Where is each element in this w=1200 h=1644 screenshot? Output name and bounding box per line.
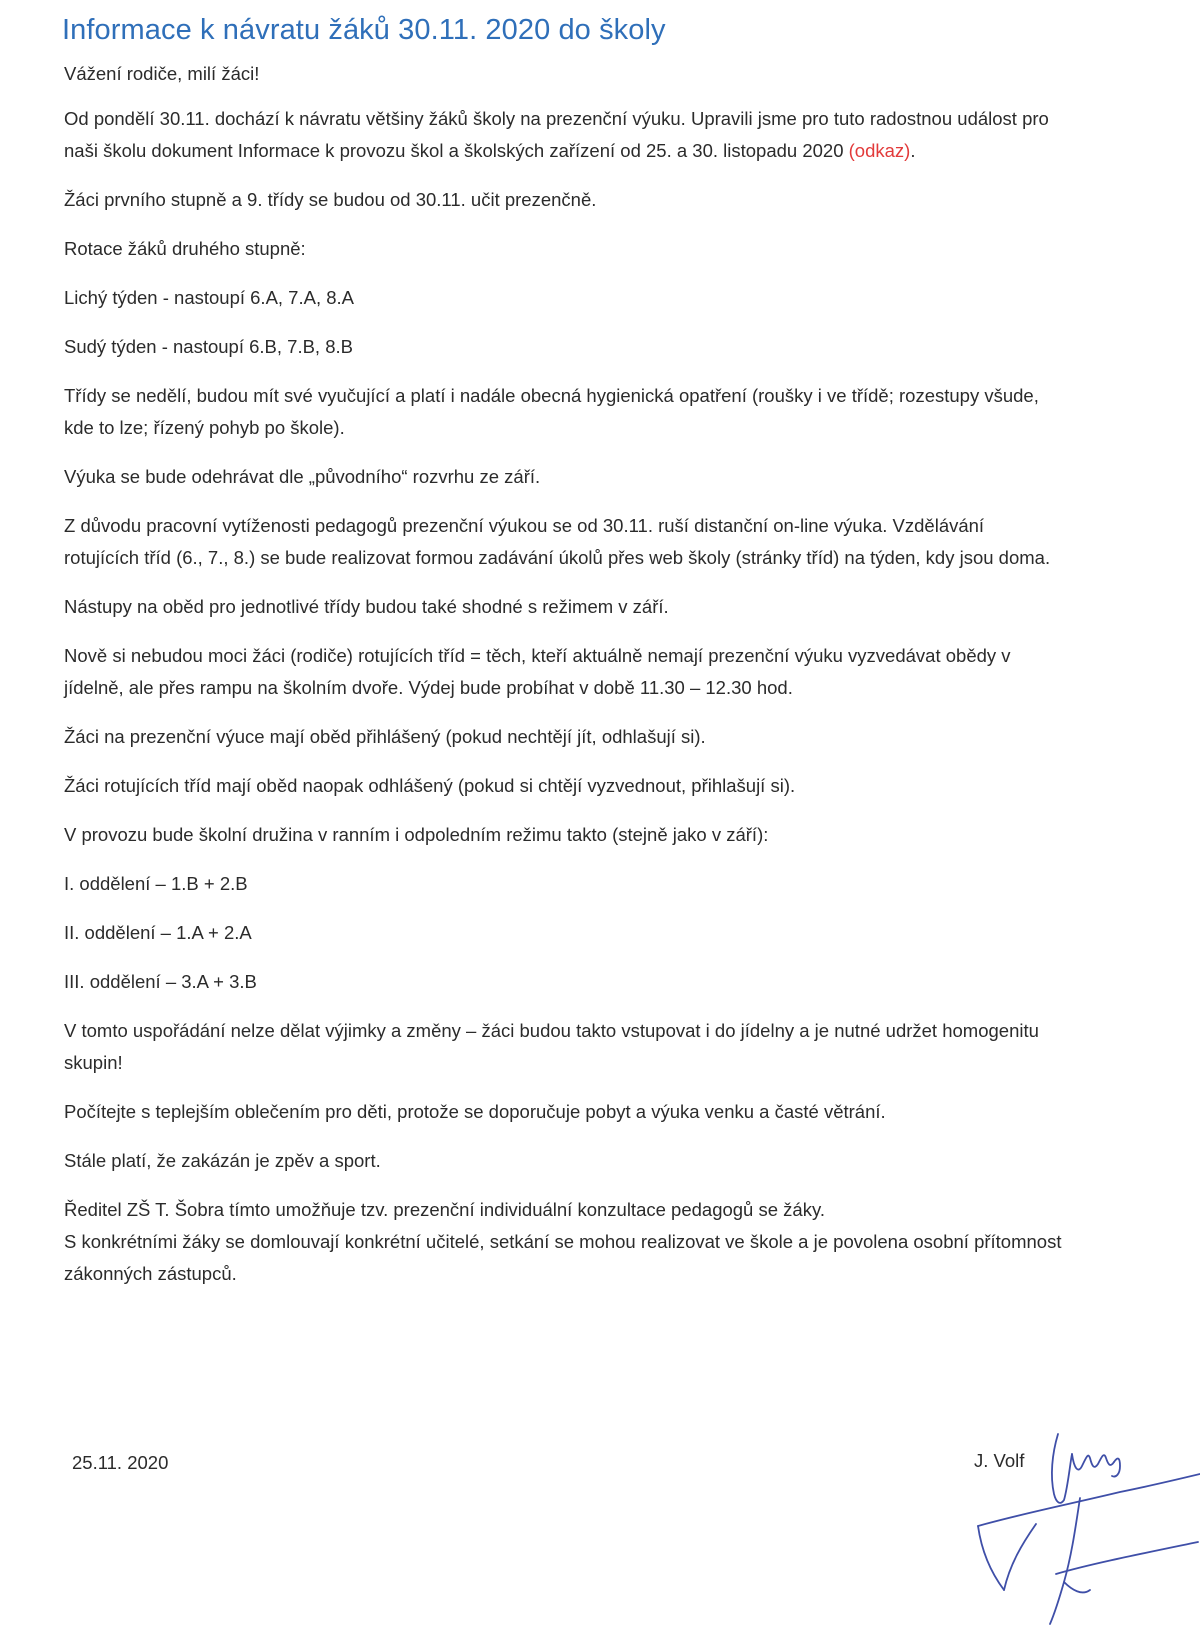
- paragraph-lunch-registered: Žáci na prezenční výuce mají oběd přihlášený (pokud nechtějí jít, odhlašují si).: [64, 726, 706, 747]
- greeting: Vážení rodiče, milí žáci!: [64, 63, 260, 84]
- document-title: Informace k návratu žáků 30.11. 2020 do školy: [62, 14, 666, 46]
- paragraph-department-2: II. oddělení – 1.A + 2.A: [64, 922, 252, 943]
- document-link[interactable]: (odkaz): [848, 140, 911, 161]
- paragraph-even-week: Sudý týden - nastoupí 6.B, 7.B, 8.B: [64, 336, 353, 357]
- document-date: 25.11. 2020: [72, 1452, 169, 1473]
- handwritten-signature: [960, 1414, 1200, 1634]
- paragraph-lunch-unregistered: Žáci rotujících tříd mají oběd naopak odhlášený (pokud si chtějí vyzvednout, přihlašují si).: [64, 775, 796, 796]
- paragraph-department-1: I. oddělení – 1.B + 2.B: [64, 873, 248, 894]
- paragraph-odd-week: Lichý týden - nastoupí 6.A, 7.A, 8.A: [64, 287, 355, 308]
- paragraph-after-school: V provozu bude školní družina v ranním i odpoledním režimu takto (stejně jako v září):: [64, 824, 769, 845]
- paragraph-schedule: Výuka se bude odehrávat dle „původního“ rozvrhu ze září.: [64, 466, 541, 487]
- intro-end: .: [910, 140, 916, 161]
- paragraph-lunch-pickup: Nově si nebudou moci žáci (rodiče) rotujících tříd = těch, kteří aktuálně nemají prezenční výuku vyzvedávat obědy v jídelně, ale přes rampu na školním dvoře. Výdej bude probíhat v době 11.30 – 12.30 hod.: [64, 645, 1011, 698]
- paragraph-singing-sport: Stále platí, že zakázán je zpěv a sport.: [64, 1150, 381, 1171]
- paragraph-lunch-times: Nástupy na oběd pro jednotlivé třídy budou také shodné s režimem v září.: [64, 596, 669, 617]
- paragraph-hygiene: Třídy se nedělí, budou mít své vyučující a platí i nadále obecná hygienická opatření (roušky i ve třídě; rozestupy všude, kde to lze; řízený pohyb po škole).: [64, 385, 1039, 438]
- paragraph-first-grade: Žáci prvního stupně a 9. třídy se budou od 30.11. učit prezenčně.: [64, 189, 597, 210]
- paragraph-distance-learning: Z důvodu pracovní vytíženosti pedagogů prezenční výukou se od 30.11. ruší distanční on-line výuka. Vzdělávání rotujících tříd (6., 7., 8.) se bude realizovat formou zadávání úkolů přes web školy (stránky tříd) na týden, kdy jsou doma.: [64, 515, 1051, 568]
- intro-paragraph: [64, 103, 1064, 167]
- signatory-name: J. Volf: [974, 1450, 1025, 1471]
- document-body: [64, 58, 1064, 1307]
- paragraph-rotation-heading: Rotace žáků druhého stupně:: [64, 238, 306, 259]
- intro-text: Od pondělí 30.11. dochází k návratu většiny žáků školy na prezenční výuku. Upravili jsme pro tuto radostnou událost pro naši školu dokument Informace k provozu škol a školských zařízení od 25. a 30. listopadu 2020: [64, 108, 1049, 161]
- paragraph-clothing: Počítejte s teplejším oblečením pro děti, protože se doporučuje pobyt a výuka venku a časté větrání.: [64, 1101, 886, 1122]
- paragraph-consultations: Ředitel ZŠ T. Šobra tímto umožňuje tzv. prezenční individuální konzultace pedagogů se žáky. S konkrétními žáky se domlouvají konkrétní učitelé, setkání se mohou realizovat ve škole a je povolena osobní přítomnost zákonných zástupců.: [64, 1199, 1062, 1284]
- paragraph-no-exceptions: V tomto uspořádání nelze dělat výjimky a změny – žáci budou takto vstupovat i do jídelny a je nutné udržet homogenitu skupin!: [64, 1020, 1039, 1073]
- paragraph-department-3: III. oddělení – 3.A + 3.B: [64, 971, 257, 992]
